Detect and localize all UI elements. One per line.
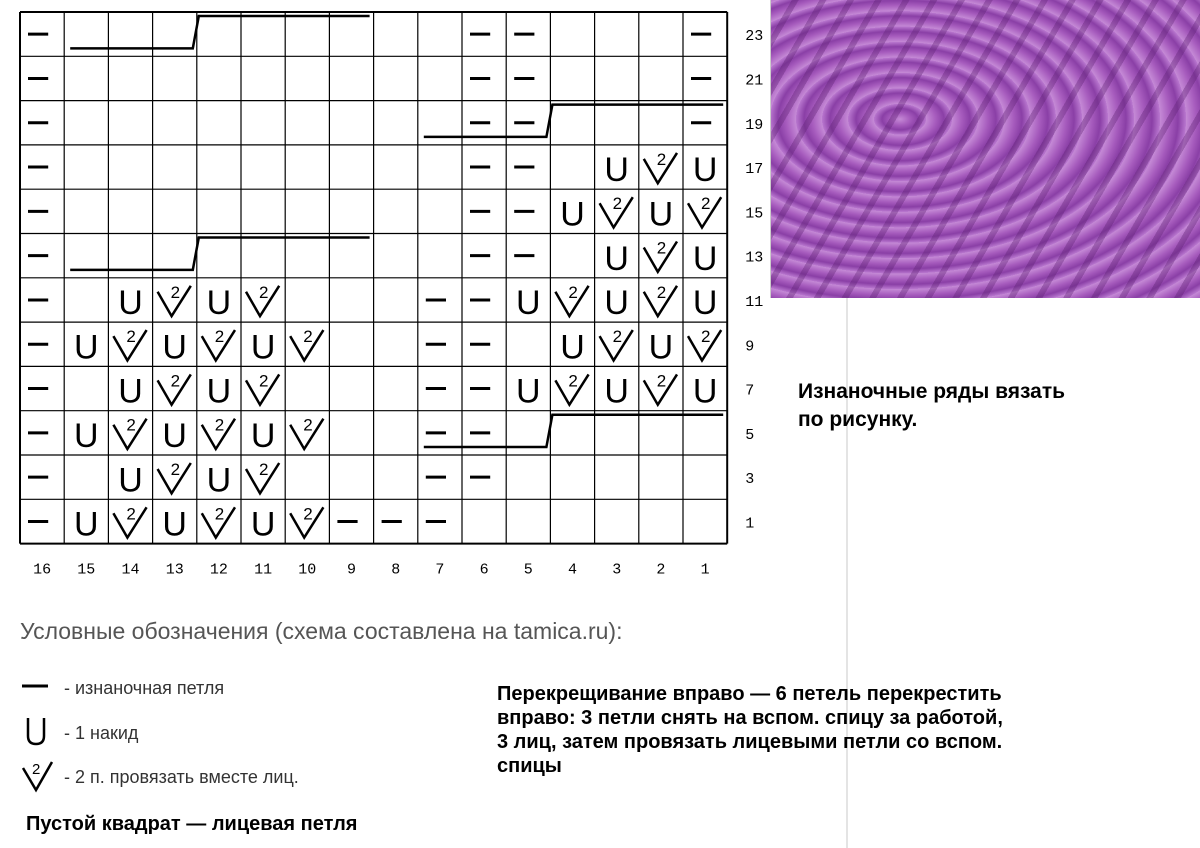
row-label: 23 [745, 28, 764, 46]
k2tog-number: 2 [303, 327, 313, 347]
yarn-over-stitch: U [604, 372, 629, 411]
column-label: 6 [479, 561, 489, 579]
k2tog-number: 2 [170, 371, 181, 391]
k2tog-number: 2 [701, 327, 711, 347]
row-label: 11 [745, 293, 764, 311]
k2tog-number: 2 [126, 415, 136, 435]
row-label: 17 [745, 161, 764, 179]
yarn-over-stitch: U [206, 461, 232, 500]
yarn-over-stitch: U [118, 461, 143, 500]
row-label: 5 [745, 426, 755, 444]
column-label: 8 [391, 561, 401, 579]
k2tog-symbol-icon [20, 756, 64, 799]
k2tog-number: 2 [656, 149, 667, 169]
column-label: 13 [165, 561, 184, 579]
knitted-sample-photo [770, 0, 1200, 298]
legend-yo-text: - 1 накид [64, 723, 139, 743]
column-label: 12 [209, 561, 228, 579]
cable-cross-line [424, 105, 723, 137]
yarn-over-stitch: U [648, 328, 674, 367]
yarn-over-stitch: U [206, 284, 232, 323]
k2tog-number: 2 [303, 415, 313, 435]
yarn-over-stitch: U [74, 505, 99, 544]
legend-yo [20, 714, 138, 753]
column-label: 3 [612, 561, 622, 579]
row-label: 13 [745, 249, 764, 267]
k2tog-number: 2 [656, 371, 667, 391]
k2tog-number: 2 [303, 504, 313, 524]
yarn-over-stitch: U [162, 417, 187, 455]
k2tog-number: 2 [126, 327, 136, 347]
legend-purl [20, 676, 224, 701]
yarn-over-stitch: U [560, 195, 585, 234]
yarn-over-stitch: U [74, 328, 99, 367]
cross-note-line-1: Перекрещивание вправо — 6 петель перекрестить [497, 683, 1002, 705]
purl-symbol-icon [20, 676, 64, 701]
row-label: 1 [745, 515, 755, 533]
yarn-over-stitch: U [692, 284, 718, 323]
k2tog-number: 2 [170, 460, 181, 479]
legend-empty-square: Пустой квадрат — лицевая петля [26, 813, 358, 835]
yarn-over-stitch: U [74, 417, 99, 455]
k2tog-number: 2 [612, 194, 623, 214]
k2tog-number: 2 [568, 282, 578, 302]
yarn-over-stitch: U [162, 505, 187, 544]
column-label: 4 [567, 561, 578, 579]
yarn-over-stitch: U [162, 328, 187, 367]
row-label: 19 [745, 116, 764, 134]
k2tog-number: 2 [701, 194, 711, 214]
k2tog-number: 2 [259, 282, 269, 302]
yarn-over-stitch: U [206, 372, 232, 411]
k2tog-number: 2 [214, 327, 225, 347]
column-label: 15 [77, 561, 96, 579]
k2tog-number: 2 [259, 371, 269, 391]
yarn-over-stitch: U [250, 417, 276, 455]
k2tog-number: 2 [568, 371, 578, 391]
k2tog-number: 2 [214, 504, 225, 524]
yarn-over-stitch: U [604, 239, 629, 278]
column-label: 1 [700, 561, 710, 579]
yarn-over-stitch: U [250, 505, 276, 544]
cross-note-line-4: спицы [497, 755, 562, 777]
column-label: 16 [33, 561, 52, 579]
k2tog-number: 2 [656, 238, 667, 258]
cross-note [497, 682, 1003, 778]
k2tog-number: 2 [214, 415, 225, 435]
cross-note-line-2: вправо: 3 петли снять на вспом. спицу за работой, [497, 707, 1003, 729]
column-label: 11 [254, 561, 273, 579]
legend-title: Условные обозначения (схема составлена на tamica.ru): [20, 618, 623, 644]
k2tog-number: 2 [612, 327, 623, 347]
svg-text:2: 2 [32, 761, 41, 778]
row-label: 9 [745, 338, 755, 356]
legend-purl-text: - изнаночная петля [64, 678, 225, 698]
yarn-over-stitch: U [118, 372, 143, 411]
cable-cross-line [424, 415, 723, 447]
column-label: 7 [435, 561, 445, 579]
yarn-over-stitch: U [560, 328, 585, 367]
k2tog-number: 2 [126, 504, 136, 524]
legend-k2tog [20, 756, 299, 799]
k2tog-number: 2 [259, 460, 269, 479]
row-label: 7 [745, 382, 755, 400]
wrong-side-note-line-2: по рисунку. [798, 408, 918, 431]
column-label: 10 [298, 561, 317, 579]
row-label: 21 [745, 72, 764, 90]
column-label: 2 [656, 561, 666, 579]
yarn-over-stitch: U [516, 372, 541, 411]
row-label: 3 [745, 471, 755, 489]
yarn-over-stitch: U [648, 195, 674, 234]
yarn-over-stitch: U [692, 372, 718, 411]
column-label: 14 [121, 561, 140, 579]
cable-cross-line [70, 238, 369, 270]
cable-cross-line [70, 16, 369, 48]
yarn-over-stitch: U [604, 151, 629, 190]
column-label: 5 [523, 561, 533, 579]
yarn-over-stitch: U [692, 239, 718, 278]
yarn-over-stitch: U [516, 284, 541, 323]
column-label: 9 [346, 561, 357, 579]
yarn-over-symbol-icon [20, 714, 64, 753]
k2tog-number: 2 [170, 282, 181, 302]
yarn-over-stitch: U [692, 151, 718, 190]
row-label: 15 [745, 205, 764, 223]
cross-note-line-3: 3 лиц, затем провязать лицевыми петли со вспом. [497, 731, 1003, 753]
yarn-over-stitch: U [250, 328, 276, 367]
wrong-side-note [798, 378, 1065, 434]
yarn-over-stitch: U [604, 284, 629, 323]
legend-k2tog-text: - 2 п. провязать вместе лиц. [64, 767, 299, 787]
k2tog-number: 2 [656, 282, 667, 302]
wrong-side-note-line-1: Изнаночные ряды вязать [798, 380, 1066, 403]
yarn-over-stitch: U [118, 284, 143, 323]
